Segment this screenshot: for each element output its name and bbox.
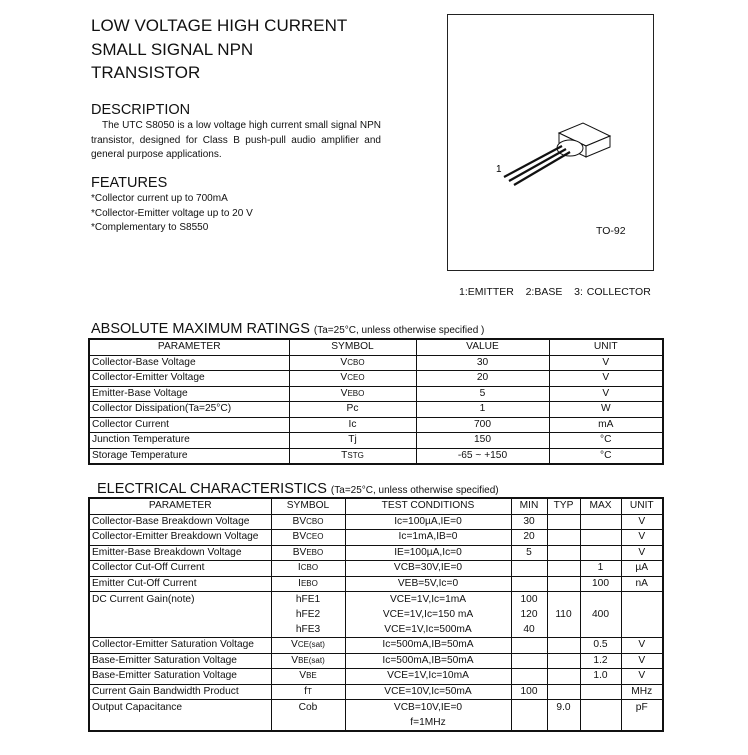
column-header: PARAMETER [89,498,271,514]
symbol-cell [271,530,345,546]
symbol-main: V [299,670,307,682]
column-header: VALUE [416,339,549,355]
min-cell [511,669,547,685]
test-condition-cell: VCE=10V,Ic=50mA [345,684,511,700]
min-cell [511,653,547,669]
electrical-characteristics-table [88,497,664,732]
symbol-main: T [341,449,348,461]
symbol-main: V [340,356,348,368]
min-cell [511,592,547,638]
min-cell [511,561,547,577]
max-cell: 100 [580,576,621,592]
parameter-cell: Storage Temperature [89,448,289,464]
test-condition-cell: Ic=500mA,IB=50mA [345,638,511,654]
parameter-cell: Collector-Base Voltage [89,355,289,371]
electrical-note: (Ta=25°C, unless otherwise specified) [330,485,499,496]
min-cell [511,638,547,654]
table-row [89,669,663,685]
parameter-cell: Base-Emitter Saturation Voltage [89,653,271,669]
unit-cell: V [549,355,663,371]
test-condition-cell-line: VCE=1V,Ic=1mA [389,594,467,605]
unit-cell: °C [549,433,663,449]
symbol-main: BV [292,531,307,543]
column-header: UNIT [621,498,663,514]
description-text: The UTC S8050 is a low voltage high current small signal NPN transistor, designed for Class B push-pull audio amplifier and general purpose applications. [91,120,381,160]
test-condition-cell-line: VCE=1V,Ic=500mA [384,624,472,635]
unit-cell: W [549,402,663,418]
min-cell: 5 [511,545,547,561]
absolute-maximum-ratings-table [88,338,664,465]
symbol-main: V [340,387,348,399]
symbol-subscript: CBO [300,563,319,573]
unit-cell: V [621,653,663,669]
symbol-main: Cob [298,702,318,713]
test-condition-cell: IE=100µA,Ic=0 [345,545,511,561]
column-header: TEST CONDITIONS [345,498,511,514]
max-cell [580,545,621,561]
abs-max-heading [91,321,484,337]
unit-cell: V [621,545,663,561]
symbol-cell [271,653,345,669]
symbol-cell [271,514,345,530]
symbol-cell [289,402,416,418]
parameter-cell: Junction Temperature [89,433,289,449]
column-header: UNIT [549,339,663,355]
symbol-main: f [304,685,307,697]
parameter-cell: Collector-Emitter Voltage [89,371,289,387]
package-drawing-frame [447,14,654,271]
feature-item: *Collector-Emitter voltage up to 20 V [91,207,253,219]
features-list [91,192,253,236]
symbol-subscript: CEO [347,373,365,383]
symbol-cell [289,417,416,433]
table-row [89,592,663,638]
table-row [89,402,663,418]
symbol-subscript: EBO [347,388,365,398]
unit-cell: V [621,530,663,546]
min-cell: 30 [511,514,547,530]
feature-item: *Complementary to S8550 [91,222,209,233]
table-row [89,371,663,387]
value-cell: 1 [416,402,549,418]
max-cell [580,684,621,700]
symbol-main: V [340,372,348,384]
unit-cell: nA [621,576,663,592]
parameter-cell: Current Gain Bandwidth Product [89,684,271,700]
symbol-subscript: BE(sat) [298,655,325,665]
parameter-cell: Emitter Cut-Off Current [89,576,271,592]
test-condition-cell: Ic=500mA,IB=50mA [345,653,511,669]
parameter-cell: Collector Current [89,417,289,433]
parameter-cell: Collector-Base Breakdown Voltage [89,514,271,530]
symbol-cell [289,355,416,371]
symbol-cell [271,669,345,685]
value-cell: -65 ~ +150 [416,448,549,464]
unit-cell [621,592,663,638]
min-cell [511,576,547,592]
typ-cell [547,653,580,669]
parameter-cell: Collector Cut-Off Current [89,561,271,577]
parameter-cell: Emitter-Base Voltage [89,386,289,402]
symbol-cell [289,386,416,402]
test-condition-cell: Ic=100µA,IE=0 [345,514,511,530]
unit-cell: V [621,638,663,654]
parameter-cell: Collector-Emitter Saturation Voltage [89,638,271,654]
parameter-cell: DC Current Gain(note) [89,592,271,638]
typ-cell [547,576,580,592]
min-cell: 20 [511,530,547,546]
parameter-cell: Collector Dissipation(Ta=25°C) [89,402,289,418]
symbol-cell-line: hFE1 [295,594,321,605]
symbol-main: I [298,577,301,589]
table-row [89,514,663,530]
parameter-cell: Emitter-Base Breakdown Voltage [89,545,271,561]
symbol-main: V [291,639,298,651]
column-header: SYMBOL [271,498,345,514]
table-row [89,355,663,371]
unit-cell: V [549,386,663,402]
title-line: LOW VOLTAGE HIGH CURRENT [91,16,348,35]
unit-cell: °C [549,448,663,464]
table-row [89,638,663,654]
value-cell: 30 [416,355,549,371]
typ-cell [547,684,580,700]
min-cell-line: 120 [520,609,538,620]
test-condition-line: VCB=10V,IE=0 [393,702,463,713]
min-cell: 100 [511,684,547,700]
symbol-subscript: EBO [306,547,324,557]
symbol-subscript: STG [347,450,364,460]
typ-cell: 110 [547,592,580,638]
symbol-cell [271,576,345,592]
max-cell [580,700,621,732]
table-row [89,684,663,700]
symbol-cell [289,448,416,464]
test-condition-cell: VCB=30V,IE=0 [345,561,511,577]
table-row [89,448,663,464]
max-cell: 1 [580,561,621,577]
unit-cell: pF [621,700,663,732]
test-condition-cell: Ic=1mA,IB=0 [345,530,511,546]
pinout-legend: 1:EMITTER 2:BASE 3: COLLECTOR [459,286,651,298]
symbol-main: Tj [348,434,357,446]
symbol-subscript: CBO [347,357,365,367]
symbol-cell [271,684,345,700]
unit-cell: V [621,514,663,530]
unit-cell: MHz [621,684,663,700]
column-header: MIN [511,498,547,514]
symbol-subscript: CBO [306,516,324,526]
parameter-cell: Base-Emitter Saturation Voltage [89,669,271,685]
symbol-subscript: T [306,686,312,696]
value-cell: 700 [416,417,549,433]
column-header: PARAMETER [89,339,289,355]
electrical-heading [97,481,499,497]
typ-cell [547,514,580,530]
table-row [89,417,663,433]
typ-cell [547,669,580,685]
table-row [89,530,663,546]
max-cell: 0.5 [580,638,621,654]
title-line: TRANSISTOR [91,63,201,82]
max-cell [580,530,621,546]
test-condition-cell [345,700,511,732]
abs-max-note: (Ta=25°C, unless otherwise specified ) [313,325,485,336]
table-row [89,545,663,561]
test-condition-cell-line: VCE=1V,Ic=150 mA [382,609,474,620]
value-cell: 20 [416,371,549,387]
document-title [91,14,391,85]
symbol-cell-line: hFE3 [295,624,321,635]
typ-cell [547,545,580,561]
max-cell: 1.0 [580,669,621,685]
title-line: SMALL SIGNAL NPN [91,39,254,59]
symbol-main: Ic [348,418,357,430]
typ-cell: 9.0 [547,700,580,732]
description-heading: DESCRIPTION [91,102,191,118]
table-row [89,386,663,402]
symbol-main: BV [292,515,307,527]
unit-cell: V [549,371,663,387]
symbol-cell [271,638,345,654]
feature-item: *Collector current up to 700mA [91,193,228,204]
symbol-cell-line: hFE2 [295,609,321,620]
typ-cell [547,530,580,546]
symbol-subscript: CEO [306,532,324,542]
unit-cell: mA [549,417,663,433]
typ-cell [547,561,580,577]
table-row [89,576,663,592]
parameter-cell: Output Capacitance [89,700,271,732]
parameter-cell: Collector-Emitter Breakdown Voltage [89,530,271,546]
symbol-main: V [291,654,299,666]
max-cell: 400 [580,592,621,638]
table-row [89,561,663,577]
min-cell-line: 100 [520,594,538,605]
column-header: TYP [547,498,580,514]
column-header: MAX [580,498,621,514]
symbol-cell [289,433,416,449]
electrical-title: ELECTRICAL CHARACTERISTICS [97,481,327,497]
symbol-cell [271,545,345,561]
symbol-subscript: EBO [300,578,318,588]
symbol-cell [271,700,345,732]
symbol-cell [271,561,345,577]
symbol-subscript: CE(sat) [297,640,325,650]
symbol-main: Pc [346,403,359,415]
column-header: SYMBOL [289,339,416,355]
min-cell [511,700,547,732]
table-row [89,653,663,669]
symbol-subscript: BE [306,671,317,681]
test-condition-cell [345,592,511,638]
symbol-main: I [297,562,301,574]
test-condition-cell: VCE=1V,Ic=10mA [345,669,511,685]
pin-1-label: 1 [496,164,502,175]
test-condition-cell: VEB=5V,Ic=0 [345,576,511,592]
test-condition-line: f=1MHz [410,717,446,728]
typ-cell [547,638,580,654]
max-cell: 1.2 [580,653,621,669]
features-heading: FEATURES [91,175,168,191]
table-row [89,700,663,732]
value-cell: 150 [416,433,549,449]
max-cell [580,514,621,530]
abs-max-title: ABSOLUTE MAXIMUM RATINGS [91,321,310,337]
symbol-main: BV [292,546,307,558]
unit-cell: V [621,669,663,685]
unit-cell: µA [621,561,663,577]
symbol-cell [289,371,416,387]
min-cell-line: 40 [523,624,535,635]
symbol-cell [271,592,345,638]
value-cell: 5 [416,386,549,402]
package-name: TO-92 [596,225,626,237]
table-row [89,433,663,449]
